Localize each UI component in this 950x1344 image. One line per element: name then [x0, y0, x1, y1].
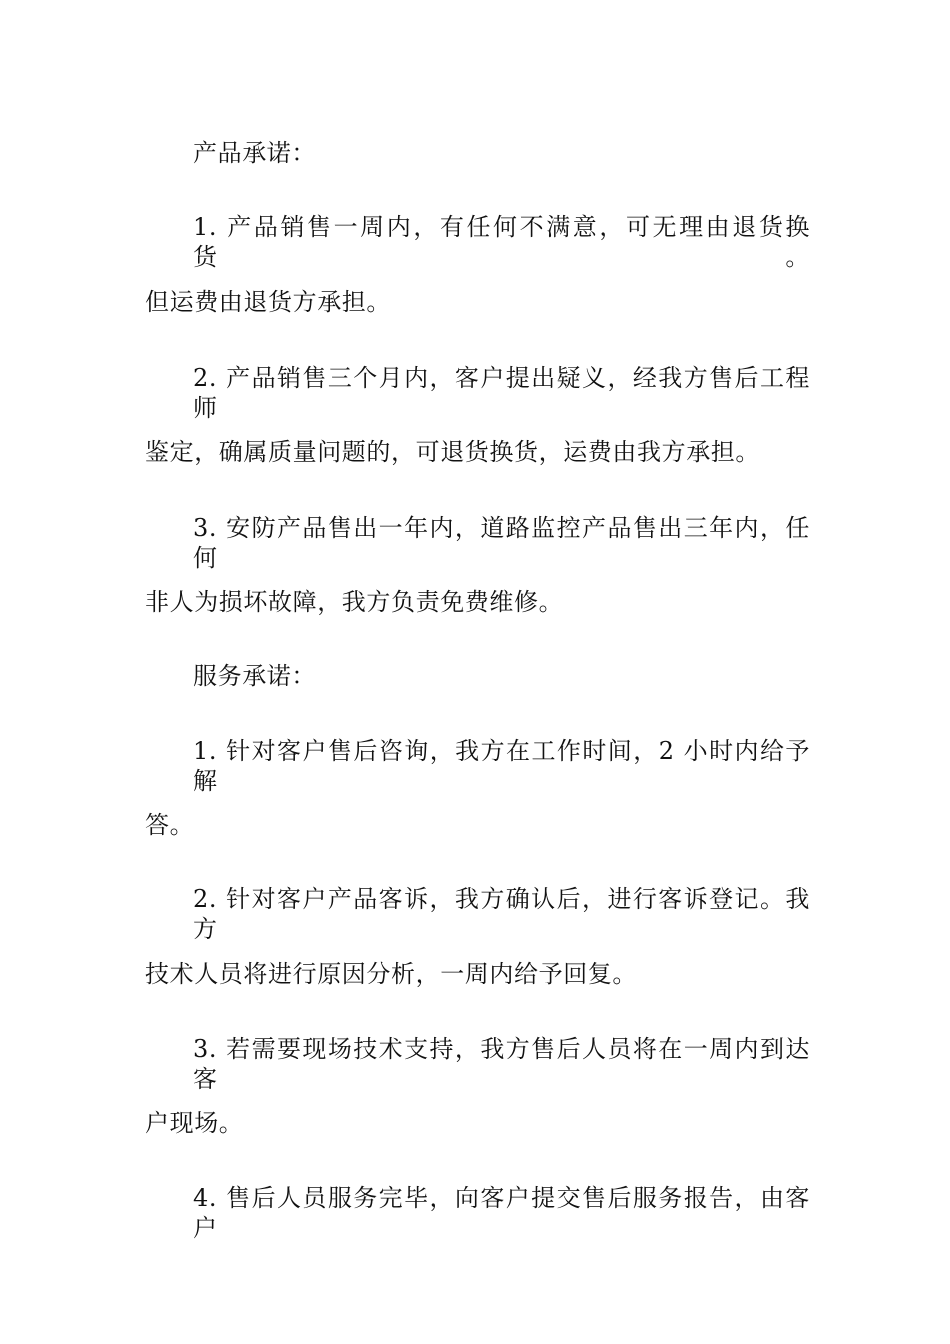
- heading-product-promise: 产品承诺：: [193, 139, 316, 167]
- paragraph-line: 2. 产品销售三个月内，客户提出疑义，经我方售后工程师: [193, 364, 810, 422]
- paragraph-line: 1. 针对客户售后咨询，我方在工作时间，2 小时内给予解: [193, 737, 810, 795]
- paragraph-line: 鉴定，确属质量问题的，可退货换货，运费由我方承担。: [145, 438, 760, 466]
- paragraph-line: 1. 产品销售一周内，有任何不满意，可无理由退货换货。: [193, 213, 810, 271]
- paragraph-line: 非人为损坏故障，我方负责免费维修。: [145, 588, 564, 616]
- paragraph-line: 答。: [145, 811, 195, 839]
- paragraph-line: 3. 安防产品售出一年内，道路监控产品售出三年内，任何: [193, 514, 810, 572]
- paragraph-line: 技术人员将进行原因分析，一周内给予回复。: [145, 960, 637, 988]
- paragraph-line: 户现场。: [145, 1109, 244, 1137]
- paragraph-line: 但运费由退货方承担。: [145, 288, 391, 316]
- heading-service-promise: 服务承诺：: [193, 662, 316, 690]
- paragraph-line: 2. 针对客户产品客诉，我方确认后，进行客诉登记。我方: [193, 885, 810, 943]
- paragraph-line: 4. 售后人员服务完毕，向客户提交售后服务报告，由客户: [193, 1184, 810, 1242]
- paragraph-line: 3. 若需要现场技术支持，我方售后人员将在一周内到达客: [193, 1035, 810, 1093]
